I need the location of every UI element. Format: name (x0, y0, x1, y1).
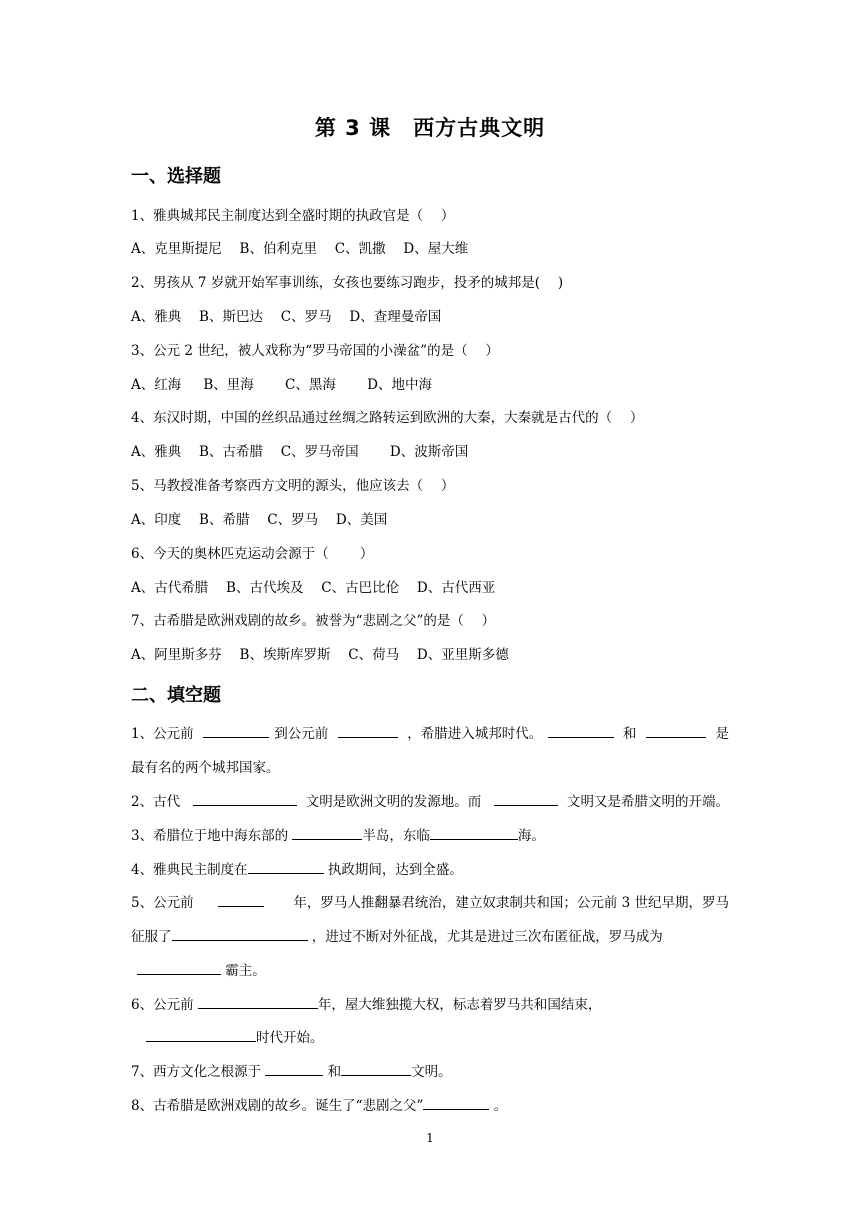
fill-text: 年，罗马人推翻暴君统治，建立奴隶制共和国；公元前 3 世纪早期，罗马 (289, 895, 729, 911)
fill-text: 5、公元前 (131, 895, 194, 911)
question-3-options: A、红海 B、里海 C、黑海 D、地中海 (131, 377, 432, 393)
fill-text: 4、雅典民主制度在 (131, 862, 248, 878)
fill-question-5-cont2 (137, 959, 266, 979)
question-6-options: A、古代希腊 B、古代埃及 C、古巴比伦 D、古代西亚 (131, 580, 496, 596)
fill-question-3 (131, 824, 545, 844)
fill-text: 6、公元前 (131, 997, 198, 1013)
fill-text: 和 (323, 1064, 342, 1080)
fill-text: 1、公元前 (131, 726, 198, 742)
fill-text: 到公元前 (274, 726, 333, 742)
question-7-options: A、阿里斯多芬 B、埃斯库罗斯 C、荷马 D、亚里斯多德 (131, 647, 509, 663)
fill-text: 文明是欧洲文明的发源地。而 (305, 794, 486, 810)
fill-text: 7、西方文化之根源于 (131, 1064, 266, 1080)
fill-question-1 (131, 722, 729, 742)
fill-text: 文明。 (411, 1064, 452, 1080)
fill-question-7 (131, 1060, 452, 1080)
fill-question-4 (131, 858, 463, 878)
answer-blank[interactable] (248, 858, 324, 874)
section-heading-fill: 二、填空题 (131, 685, 221, 706)
question-4: 4、东汉时期，中国的丝织品通过丝绸之路转运到欧洲的大秦，大秦就是古代的（ ） (131, 410, 644, 426)
question-4-options: A、雅典 B、古希腊 C、罗马帝国 D、波斯帝国 (131, 444, 469, 460)
section-heading-choice: 一、选择题 (131, 166, 221, 187)
answer-blank[interactable] (338, 722, 398, 738)
answer-blank[interactable] (646, 722, 706, 738)
fill-question-8 (131, 1094, 507, 1114)
fill-text: 执政期间，达到全盛。 (323, 862, 463, 878)
answer-blank[interactable] (193, 790, 297, 806)
fill-question-5 (131, 891, 729, 911)
question-5-options: A、印度 B、希腊 C、罗马 D、美国 (131, 512, 388, 528)
question-2-options: A、雅典 B、斯巴达 C、罗马 D、查理曼帝国 (131, 309, 442, 325)
answer-blank[interactable] (265, 1060, 323, 1076)
answer-blank[interactable] (494, 790, 558, 806)
question-7: 7、古希腊是欧洲戏剧的故乡。被誉为“悲剧之父”的是（ ） (131, 613, 496, 629)
fill-question-2 (131, 790, 729, 810)
answer-blank[interactable] (172, 925, 308, 941)
fill-text: ，进过不断对外征战，尤其是进过三次布匿征战，罗马成为 (307, 929, 663, 945)
fill-text: 时代开始。 (256, 1030, 324, 1046)
page-title: 第 3 课 西方古典文明 (314, 116, 546, 140)
question-5: 5、马教授准备考察西方文明的源头，他应该去（ ） (131, 478, 455, 494)
fill-question-6-cont (146, 1026, 324, 1046)
fill-question-6 (131, 993, 601, 1013)
answer-blank[interactable] (137, 959, 221, 975)
answer-blank[interactable] (203, 722, 269, 738)
fill-text: 3、希腊位于地中海东部的 (131, 828, 293, 844)
answer-blank[interactable] (430, 824, 518, 840)
page-number: 1 (426, 1131, 434, 1145)
fill-text: 半岛，东临 (362, 828, 430, 844)
fill-question-1-cont: 最有名的两个城邦国家。 (131, 760, 280, 776)
fill-text: 征服了 (131, 929, 172, 945)
fill-text: 。 (489, 1098, 508, 1114)
answer-blank[interactable] (198, 993, 318, 1009)
fill-text: 海。 (517, 828, 545, 844)
question-3: 3、公元 2 世纪，被人戏称为“罗马帝国的小澡盆”的是（ ） (131, 343, 499, 359)
answer-blank[interactable] (423, 1094, 489, 1110)
answer-blank[interactable] (292, 824, 362, 840)
question-1-options: A、克里斯提尼 B、伯利克里 C、凯撒 D、屋大维 (131, 241, 469, 257)
fill-text: 霸主。 (221, 963, 266, 979)
question-6: 6、今天的奥林匹克运动会源于（ ） (131, 546, 374, 562)
fill-text: ，希腊进入城邦时代。 (403, 726, 543, 742)
fill-text: 年，屋大维独揽大权，标志着罗马共和国结束， (317, 997, 602, 1013)
answer-blank[interactable] (341, 1060, 411, 1076)
fill-question-5-cont (131, 925, 663, 945)
answer-blank[interactable] (548, 722, 614, 738)
question-2: 2、男孩从 7 岁就开始军事训练，女孩也要练习跑步，投矛的城邦是( ) (131, 275, 564, 291)
fill-text: 文明又是希腊文明的开端。 (567, 794, 729, 810)
question-1: 1、雅典城邦民主制度达到全盛时期的执政官是（ ） (131, 208, 455, 224)
fill-text: 是 (711, 726, 729, 742)
answer-blank[interactable] (146, 1026, 256, 1042)
answer-blank[interactable] (218, 891, 264, 907)
fill-text: 8、古希腊是欧洲戏剧的故乡。诞生了“悲剧之父” (131, 1098, 424, 1114)
fill-text: 和 (618, 726, 641, 742)
fill-text: 2、古代 (131, 794, 185, 810)
